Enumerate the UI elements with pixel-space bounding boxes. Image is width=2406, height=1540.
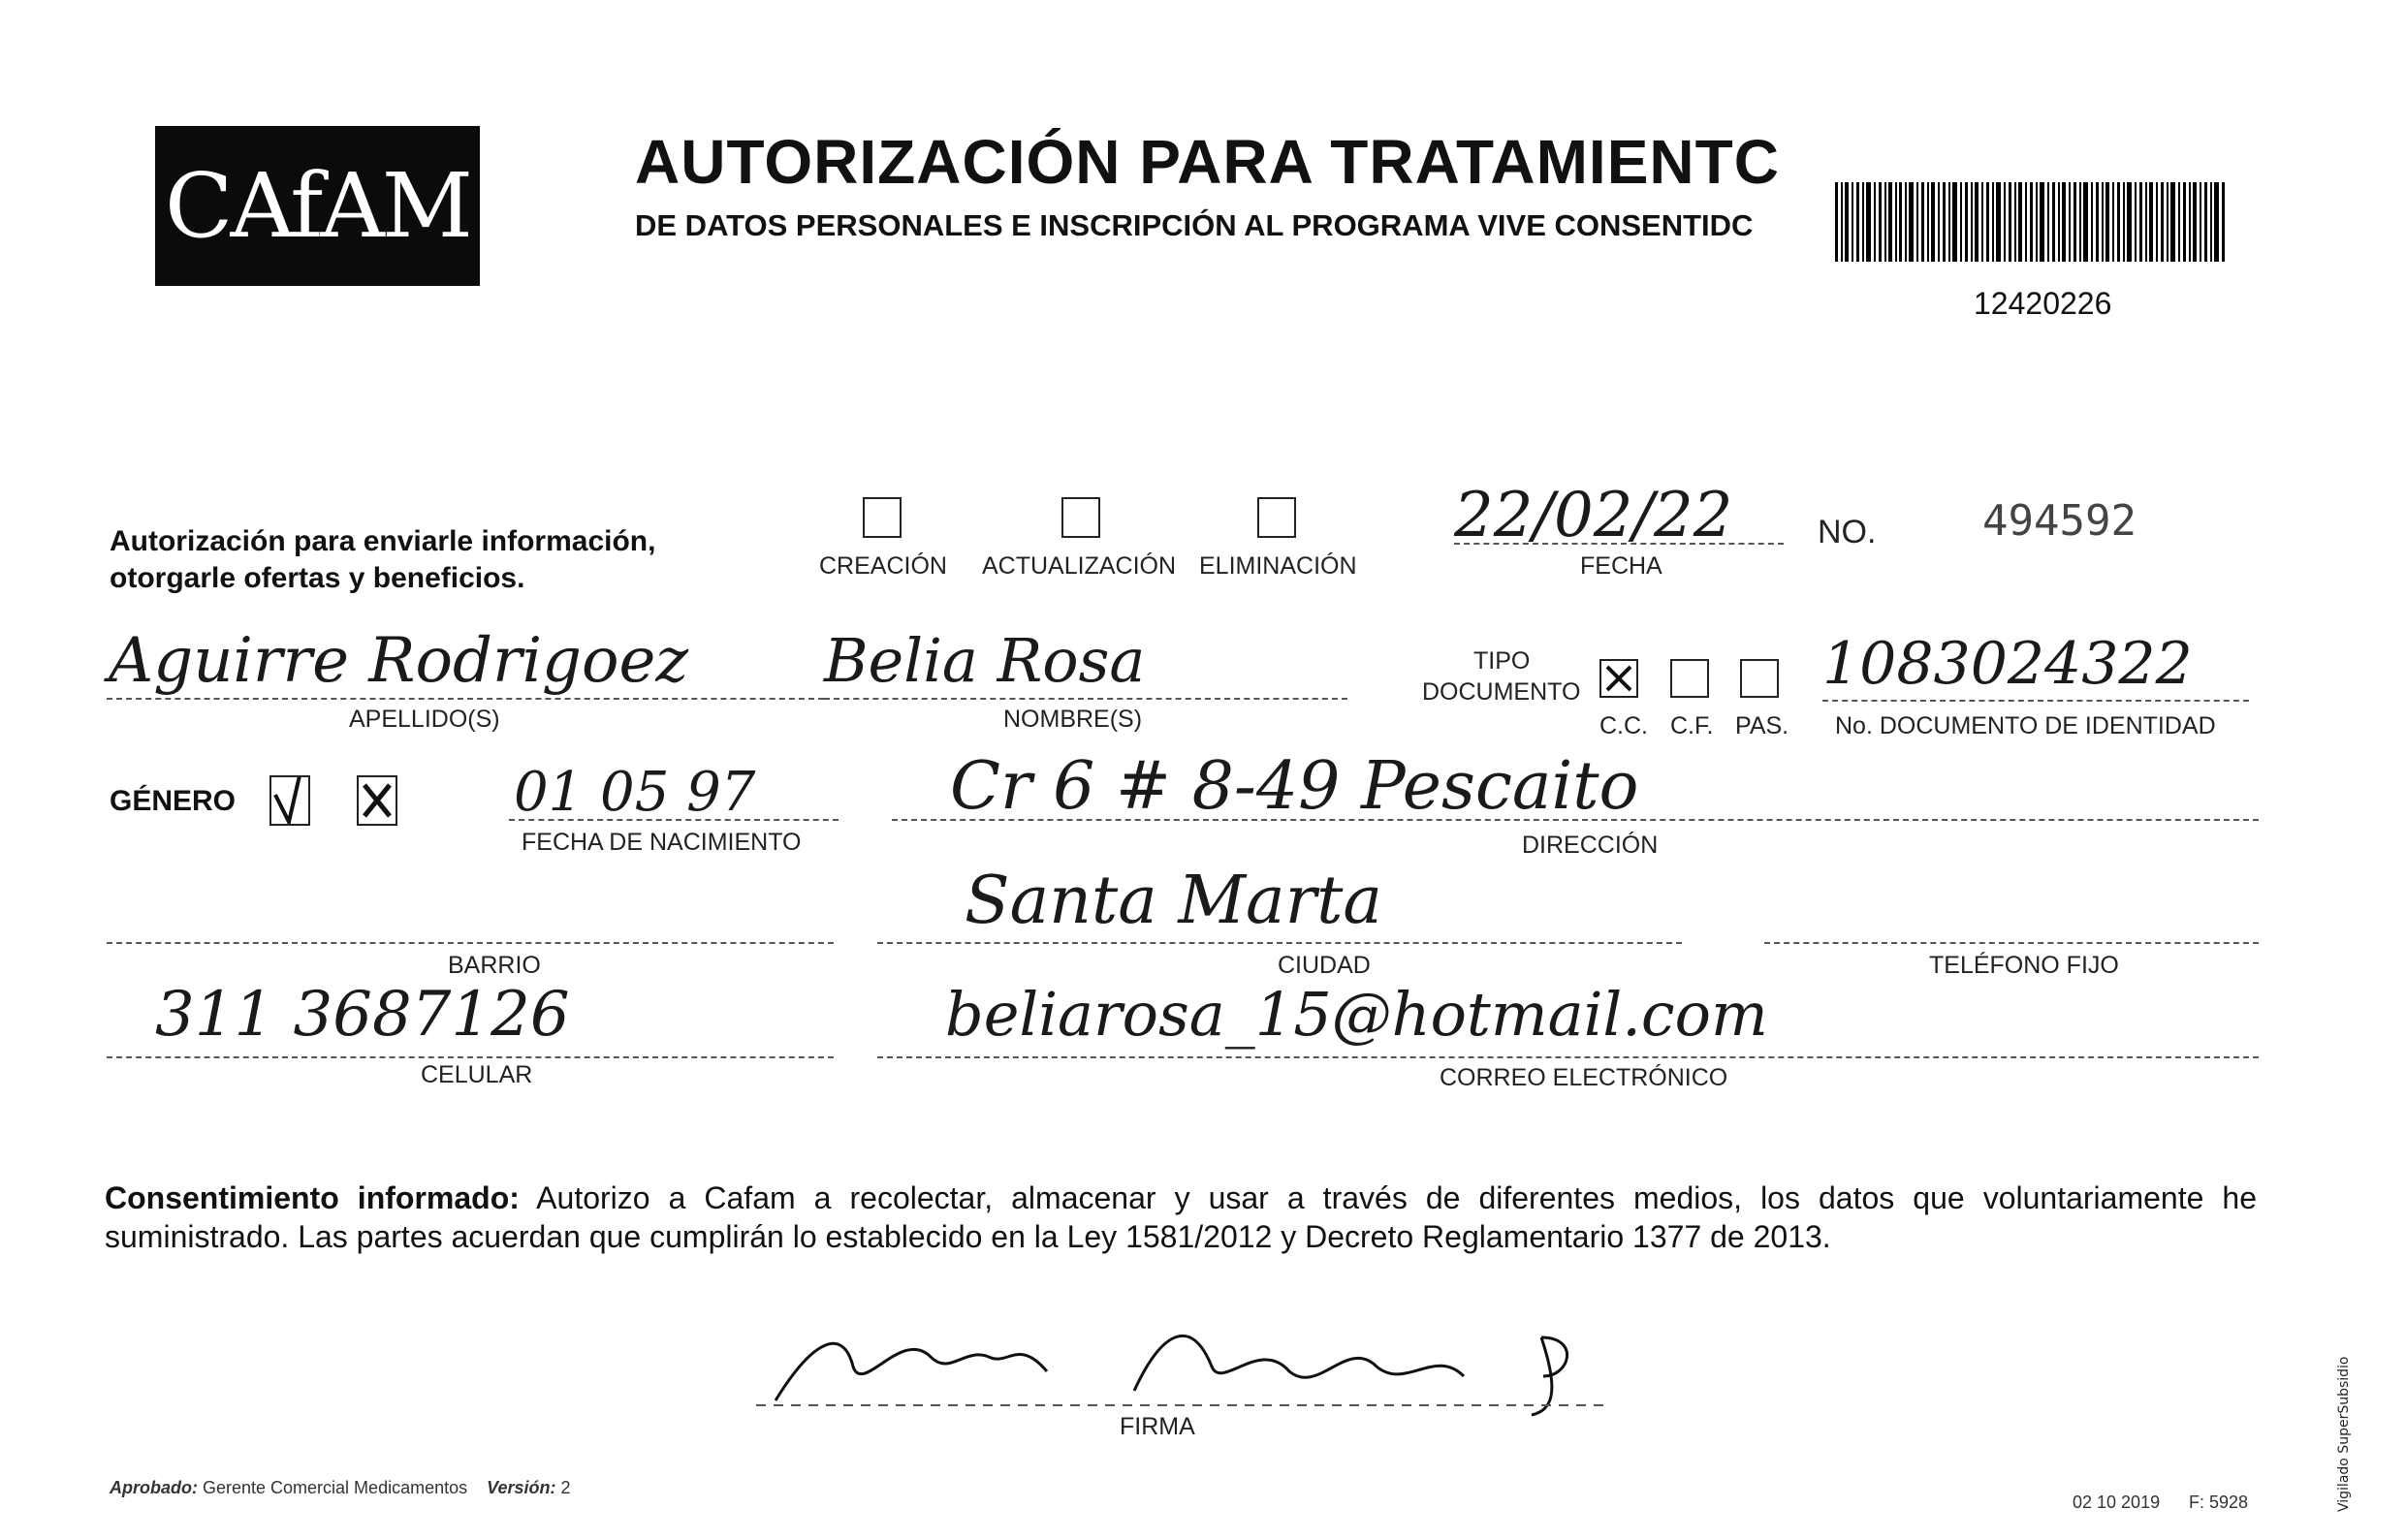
documento-value[interactable]: 1083024322 [1822,630,2193,698]
celular-value[interactable]: 311 3687126 [155,979,570,1051]
consent-text: Autorizo a Cafam a recolectar, almacenar y usar a través de diferentes medios, los datos que voluntariamente he suministrado. Las partes acuerdan que cumplirán lo establecido en la Ley 1581/2012 y Decreto Reglamentario 1377 de 2013. [105,1180,2258,1254]
tipo-label: TIPO [1473,647,1531,675]
documento-label: DOCUMENTO [1422,678,1581,706]
genero-m-checkbox[interactable] [357,775,397,826]
fecha-nacimiento-value[interactable]: 01 05 97 [514,761,756,824]
eliminacion-checkbox[interactable] [1257,497,1296,538]
nombres-label: NOMBRE(S) [1003,706,1143,733]
genero-f-checkbox[interactable] [269,775,310,826]
fecha-nacimiento-label: FECHA DE NACIMIENTO [522,829,802,856]
cc-label: C.C. [1599,712,1648,739]
barcode [1835,182,2227,262]
aprobado-value: Gerente Comercial Medicamentos [203,1478,468,1497]
cross-mark-icon [359,777,396,824]
barcode-number: 12420226 [1974,286,2112,321]
actualizacion-label: ACTUALIZACIÓN [982,552,1177,580]
creacion-label: CREACIÓN [819,552,947,580]
telefono-line [1764,942,2259,944]
fecha-value[interactable]: 22/02/22 [1454,480,1733,551]
nombres-line [824,698,1347,700]
cc-checkbox[interactable] [1599,659,1638,698]
form-title: AUTORIZACIÓN PARA TRATAMIENTC [635,127,1780,197]
apellidos-label: APELLIDO(S) [349,706,500,733]
direccion-value[interactable]: Cr 6 # 8-49 Pescaito [950,748,1639,825]
cf-checkbox[interactable] [1670,659,1709,698]
ciudad-value[interactable]: Santa Marta [965,863,1382,939]
correo-line [877,1056,2259,1058]
cafam-logo: CAfAM [155,126,480,286]
check-mark-icon [1601,661,1636,696]
actualizacion-checkbox[interactable] [1061,497,1100,538]
firma-label: FIRMA [1120,1413,1195,1440]
version-value: 2 [560,1478,571,1497]
form-subtitle: DE DATOS PERSONALES E INSCRIPCIÓN AL PROGRAMA VIVE CONSENTIDC [635,208,1754,242]
genero-label: GÉNERO [110,785,237,817]
nombres-value[interactable]: Belia Rosa [824,625,1146,696]
celular-line [107,1056,834,1058]
fecha-nacimiento-line [509,819,839,821]
consent-heading: Consentimiento informado: [105,1180,520,1215]
celular-label: CELULAR [421,1061,533,1088]
consent-paragraph [105,1179,2257,1256]
authorization-heading-line1: Autorización para enviarle información, [110,525,656,557]
barrio-label: BARRIO [448,952,541,979]
version-label: Versión: [487,1478,556,1497]
correo-label: CORREO ELECTRÓNICO [1440,1064,1728,1091]
direccion-label: DIRECCIÓN [1522,832,1659,859]
barrio-line [107,942,834,944]
documento-line [1822,700,2249,702]
ciudad-label: CIUDAD [1278,952,1371,979]
direccion-line [892,819,2259,821]
telefono-label: TELÉFONO FIJO [1929,952,2119,979]
ciudad-line [877,942,1682,944]
eliminacion-label: ELIMINACIÓN [1199,552,1357,580]
apellidos-line [107,698,824,700]
documento-numero-label: No. DOCUMENTO DE IDENTIDAD [1835,712,2216,739]
authorization-heading [110,523,655,597]
cf-label: C.F. [1670,712,1714,739]
no-label: NO. [1818,514,1877,550]
apellidos-value[interactable]: Aguirre Rodrigoez [109,625,689,697]
fecha-line [1454,543,1784,545]
fecha-label: FECHA [1580,552,1662,580]
aprobado-label: Aprobado: [110,1478,198,1497]
authorization-heading-line2: otorgarle ofertas y beneficios. [110,562,525,594]
footer-approval [110,1478,571,1498]
correo-value[interactable]: beliarosa_15@hotmail.com [945,979,1768,1050]
pas-label: PAS. [1735,712,1789,739]
footer-date: 02 10 2019 [2073,1493,2161,1512]
signature[interactable] [756,1299,1648,1425]
footer-form-code: F: 5928 [2189,1493,2249,1512]
vigilado-supersubsidio: Vigilado SuperSubsidio [2336,1356,2352,1512]
creacion-checkbox[interactable] [863,497,902,538]
form-number: 494592 [1982,496,2137,546]
pas-checkbox[interactable] [1740,659,1779,698]
check-mark-icon [271,777,308,824]
